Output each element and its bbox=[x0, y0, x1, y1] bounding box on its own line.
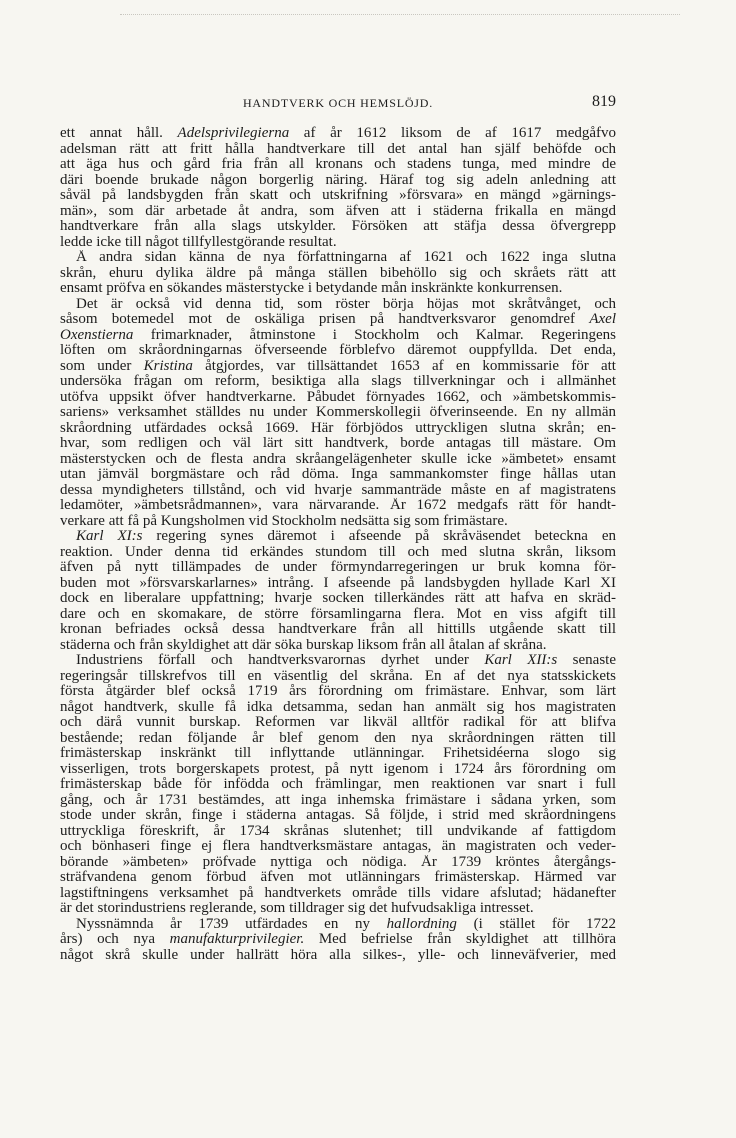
text-line bbox=[60, 250, 616, 266]
text-line bbox=[60, 824, 616, 840]
text-line bbox=[60, 498, 616, 514]
text-segment: löften om skråordningarnas öfverseende förblefvo däremot ouppfyllda. Det enda, bbox=[60, 343, 616, 358]
text-segment: frimästerskap både för infödda och främlingar, men reaktionen var snart i full bbox=[60, 777, 616, 792]
text-line bbox=[60, 436, 616, 452]
text-line bbox=[60, 638, 616, 654]
text-segment: äfven på nytt tillämpades de under förmyndarregeringen ur bruk komna för- bbox=[60, 560, 616, 575]
text-line bbox=[60, 932, 616, 948]
italic-text: Adelsprivilegierna bbox=[177, 126, 290, 141]
text-line bbox=[60, 374, 616, 390]
text-segment: något handtverk, skulle få idka detsamma, sedan han anmält sig hos magistraten bbox=[60, 699, 616, 715]
text-line bbox=[60, 808, 616, 824]
text-segment: verkare att få på Kungsholmen vid Stockholm nedsätta sig som frimästare. bbox=[60, 513, 508, 529]
text-line bbox=[60, 529, 616, 545]
text-line bbox=[60, 219, 616, 235]
text-line bbox=[60, 514, 616, 530]
text-segment: sariens» verksamhet ställdes nu under Kommerskollegii öfverinseende. En ny allmän bbox=[60, 405, 616, 420]
text-line bbox=[60, 715, 616, 731]
text-line bbox=[60, 948, 616, 964]
text-line bbox=[60, 297, 616, 313]
text-line bbox=[60, 762, 616, 778]
text-segment: att äga hus och gård fria från all kronans och stadens tunga, med mindre de bbox=[60, 157, 616, 172]
text-line bbox=[60, 142, 616, 158]
text-segment: som under bbox=[60, 358, 144, 374]
text-line bbox=[60, 591, 616, 607]
text-line bbox=[60, 684, 616, 700]
text-segment: Å andra sidan känna de nya författningarna af 1621 och 1622 inga slutna bbox=[76, 250, 616, 265]
running-head: HANDTVERK OCH HEMSLÖJD. bbox=[242, 96, 434, 110]
text-line bbox=[60, 328, 616, 344]
text-line bbox=[60, 886, 616, 902]
text-segment: bestående; redan följande år blef genom den nya skråordningen rätten till bbox=[60, 730, 616, 746]
text-line bbox=[60, 731, 616, 747]
text-line bbox=[60, 901, 616, 917]
text-line bbox=[60, 700, 616, 716]
text-line bbox=[60, 855, 616, 871]
text-segment: mästerstycken och de flesta andra skråangelägenheter skulle icke »ämbetet» ensamt bbox=[60, 451, 616, 467]
text-segment: hvar, som redligen och väl lärt sitt handtverk, borde antagas till mästare. Om bbox=[60, 436, 616, 451]
text-segment: uttryckliga föreskrift, år 1734 skrånas slutenhet; till undvikande af fattigdom bbox=[60, 823, 616, 839]
text-segment: dock en liberalare uppfattning; hvarje socken tillerkändes rätt att hafva en skräd- bbox=[60, 591, 616, 606]
text-line bbox=[60, 917, 616, 933]
text-segment: frimästerskap inskränkt till inflyttande utlänningar. Frihetsidéerna slogo sig bbox=[60, 746, 616, 761]
italic-text: Oxenstierna bbox=[60, 327, 134, 343]
text-segment: stode under skrån, finge i städerna antagas. Så följde, i strid med skråordningens bbox=[60, 808, 616, 823]
text-segment: regering synes däremot i afseende på skråväsendet beteckna en bbox=[142, 529, 616, 544]
text-line bbox=[60, 421, 616, 437]
text-line bbox=[60, 467, 616, 483]
text-segment: frimarknader, åtminstone i Stockholm och Kalmar. Regeringens bbox=[133, 327, 616, 343]
text-segment: undersöka frågan om reform, besiktiga alla slags tillverkningar och i allmänhet bbox=[60, 374, 616, 389]
text-line bbox=[60, 560, 616, 576]
text-segment: lagstiftningens verksamhet på handtverkets område tills vidare afslutad; hädanefter bbox=[60, 885, 616, 901]
italic-text: Karl XII:s bbox=[484, 653, 558, 668]
text-segment: handtverkare från alla slags utskylder. Försöken att stäfja dessa öfvergrepp bbox=[60, 219, 616, 234]
text-segment: män», som där arbetade åt andra, som äfven att i städerna frikalla en mängd bbox=[60, 203, 616, 219]
text-line bbox=[60, 607, 616, 623]
text-line bbox=[60, 343, 616, 359]
text-segment: af år 1612 liksom de af 1617 medgåfvo bbox=[289, 126, 616, 141]
top-edge-rule bbox=[120, 14, 680, 15]
text-line bbox=[60, 483, 616, 499]
text-line bbox=[60, 622, 616, 638]
text-line bbox=[60, 793, 616, 809]
page-header bbox=[60, 93, 616, 118]
text-segment: regeringsår tillskrefvos till en väsentlig del skråna. En af det nya statsskickets bbox=[60, 668, 616, 684]
text-line bbox=[60, 266, 616, 282]
text-segment: Industriens förfall och handtverksvarornas dyrhet under bbox=[76, 653, 485, 668]
text-segment: kronan befriades också dessa handtverkare från all hittills utgående skatt till bbox=[60, 622, 616, 637]
text-segment: skråordning utfärdades också 1669. Här förbjödos uttryckligen slutna skrån; en- bbox=[60, 420, 616, 436]
text-segment: utöfva uppsikt öfver handtverkarne. Påbudet förnyades 1662, och »ämbetskommis- bbox=[60, 389, 616, 405]
text-segment: åtgjordes, var tillsättandet 1653 af en kommissarie för att bbox=[192, 358, 616, 374]
text-line bbox=[60, 312, 616, 328]
text-segment: såsom botemedel mot de oskäliga prisen på handtverksvaror genomdref bbox=[60, 312, 590, 327]
text-segment: däri boende brukade någon borgerlig näring. Häraf tog sig adeln anledning att bbox=[60, 172, 616, 188]
text-segment: och därå vunnit burskap. Reformen var likväl alltför radikal för att blifva bbox=[60, 715, 616, 730]
text-line bbox=[60, 545, 616, 561]
text-line bbox=[60, 126, 616, 142]
text-line bbox=[60, 653, 616, 669]
text-segment: buden mot »försvarskarlarnes» intrång. I afseende på landsbygden hyllade Karl XI bbox=[60, 575, 616, 591]
text-line bbox=[60, 576, 616, 592]
text-line bbox=[60, 157, 616, 173]
text-segment: och bönhaseri finge ej flera handtverksmästare antagas, än magistraten och veder- bbox=[60, 839, 616, 854]
text-line bbox=[60, 746, 616, 762]
text-segment: något skrå skulle under hallrätt höra alla silkes-, ylle- och linneväfverier, med bbox=[60, 947, 616, 963]
page-number: 819 bbox=[592, 93, 616, 110]
text-segment: börande »ämbeten» pröfvade nyttiga och nödiga. År 1739 kröntes återgångs- bbox=[60, 854, 616, 870]
text-line bbox=[60, 188, 616, 204]
text-segment: Nyssnämnda år 1739 utfärdades en ny bbox=[76, 916, 387, 932]
text-segment: (i stället för 1722 bbox=[456, 916, 616, 932]
text-segment: ledde icke till något tillfyllestgörande resultat. bbox=[60, 234, 337, 250]
italic-text: Kristina bbox=[143, 358, 193, 374]
text-segment: utan jämväl borgmästare och råd döma. Inga sammankomster finge hållas utan bbox=[60, 467, 616, 482]
text-line bbox=[60, 669, 616, 685]
text-line bbox=[60, 839, 616, 855]
text-line bbox=[60, 173, 616, 189]
text-segment: senaste bbox=[557, 653, 616, 668]
text-line bbox=[60, 235, 616, 251]
text-segment: adelsman rätt att fritt hålla handtverkare till det antal han själf behöfde och bbox=[60, 141, 616, 157]
text-segment: skrån, ehuru dylika äldre på många ställen bibehöllo sig och skråets rätt att bbox=[60, 265, 616, 281]
body-text bbox=[60, 126, 616, 963]
text-segment: första åtgärder blef också 1719 års förordning om frimästare. Enhvar, som lärt bbox=[60, 684, 616, 699]
text-line bbox=[60, 405, 616, 421]
text-line bbox=[60, 777, 616, 793]
text-segment: sträfvandena genom förbud äfven mot utlänningars frimästerskap. Härmed var bbox=[60, 870, 616, 885]
text-segment: är det storindustriens reglerande, som tilldrager sig det hufvudsakliga intresset. bbox=[60, 901, 534, 916]
text-segment: Det är också vid denna tid, som röster börja höjas mot skråtvånget, och bbox=[76, 296, 616, 312]
italic-text: Karl XI:s bbox=[76, 529, 143, 544]
italic-text: manufakturprivilegier. bbox=[169, 932, 305, 947]
text-segment: ett annat håll. bbox=[60, 126, 178, 141]
text-segment: dessa myndigheters tillstånd, och vid hvarje sammanträde måste en af magistratens bbox=[60, 482, 616, 498]
text-segment: Med befrielse från skyldighet att tillhöra bbox=[304, 932, 616, 947]
text-line bbox=[60, 390, 616, 406]
text-segment: såväl på landsbygden från skatt och utskrifning »försvara» en mängd »gärnings- bbox=[60, 188, 616, 203]
italic-text: Axel bbox=[589, 312, 616, 327]
italic-text: hallordning bbox=[386, 916, 457, 932]
text-segment: reaktion. Under denna tid erkändes stundom till och med slutna skrån, liksom bbox=[60, 544, 616, 560]
text-line bbox=[60, 359, 616, 375]
text-segment: års) och nya bbox=[60, 932, 170, 947]
text-segment: städerna och från skyldighet att där söka burskap liksom från all åtalan af skråna. bbox=[60, 637, 547, 653]
text-line bbox=[60, 452, 616, 468]
text-segment: visserligen, trots borgerskapets protest, på nytt igenom i 1724 års förordning om bbox=[60, 761, 616, 777]
text-segment: gång, och år 1731 bestämdes, att inga inhemska frimästare i sådana yrken, som bbox=[60, 792, 616, 808]
text-segment: dare och en skomakare, de större församlingarna flera. Mot en viss afgift till bbox=[60, 606, 616, 622]
text-segment: ensamt pröfva en sökandes mästerstycke i betydande mån inskränkte konkurrensen. bbox=[60, 281, 563, 296]
text-line bbox=[60, 870, 616, 886]
text-segment: ledamöter, »ämbetsrådmannen», vara närvarande. År 1672 medgafs rätt för handt- bbox=[60, 498, 616, 513]
text-line bbox=[60, 204, 616, 220]
text-line bbox=[60, 281, 616, 297]
